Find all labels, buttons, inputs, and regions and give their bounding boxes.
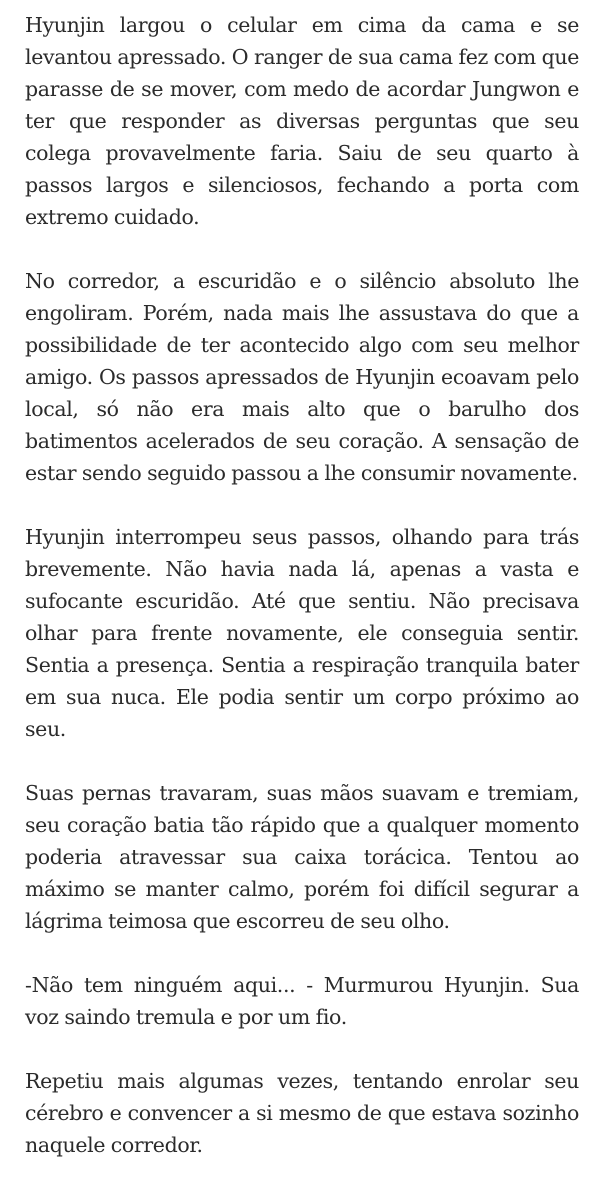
paragraph-5-dialogue: -Não tem ninguém aqui... - Murmurou Hyunjin. Sua voz saindo tremula e por um fio. (25, 973, 579, 1029)
paragraph-3: Hyunjin interrompeu seus passos, olhando para trás brevemente. Não havia nada lá, apenas a vasta e sufocante escuridão. Até que sentiu. Não precisava olhar para frente novamente, ele conseguia sentir. Sentia a presença. Sentia a respiração tranquila bater em sua nuca. Ele podia sentir um corpo próximo ao seu. (25, 525, 579, 741)
paragraph-6: Repetiu mais algumas vezes, tentando enrolar seu cérebro e convencer a si mesmo de que estava sozinho naquele corredor. (25, 1069, 579, 1157)
paragraph-2: No corredor, a escuridão e o silêncio absoluto lhe engoliram. Porém, nada mais lhe assustava do que a possibilidade de ter acontecido algo com seu melhor amigo. Os passos apressados de Hyunjin ecoavam pelo local, só não era mais alto que o barulho dos batimentos acelerados de seu coração. A sensação de estar sendo seguido passou a lhe consumir novamente. (25, 269, 579, 485)
paragraph-1: Hyunjin largou o celular em cima da cama e se levantou apressado. O ranger de sua cama fez com que parasse de se mover, com medo de acordar Jungwon e ter que responder as diversas perguntas que seu colega provavelmente faria. Saiu de seu quarto à passos largos e silenciosos, fechando a porta com extremo cuidado. (25, 13, 579, 229)
paragraph-4: Suas pernas travaram, suas mãos suavam e tremiam, seu coração batia tão rápido que a qualquer momento poderia atravessar sua caixa torácica. Tentou ao máximo se manter calmo, porém foi difícil segurar a lágrima teimosa que escorreu de seu olho. (25, 781, 579, 933)
